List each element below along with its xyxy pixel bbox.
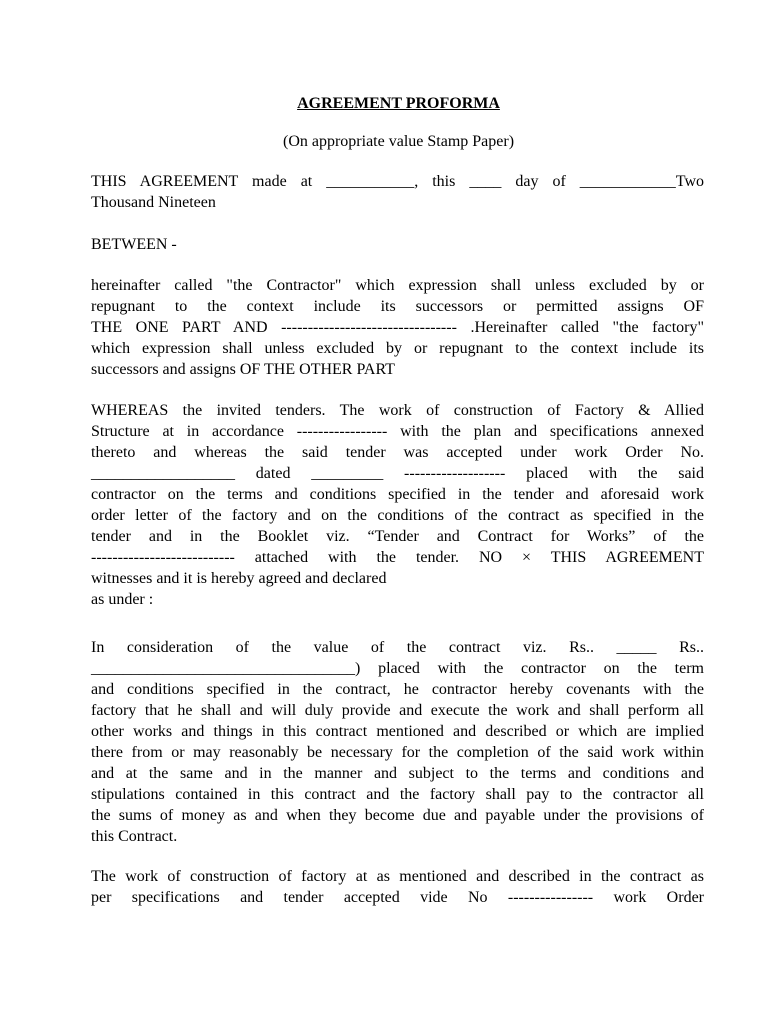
paragraph-line: there from or may reasonably be necessary for the completion of the said work within: [91, 744, 704, 761]
paragraph-line: which expression shall unless excluded by or repugnant to the context include its: [91, 340, 704, 357]
paragraph-line: THE ONE PART AND --------------------------------- .Hereinafter called "the factory": [91, 319, 704, 336]
paragraph-line: THIS AGREEMENT made at ___________, this ____ day of ____________Two: [91, 173, 704, 190]
paragraph-line: _________________________________) placed with the contractor on the term: [91, 660, 704, 677]
paragraph-line: other works and things in this contract mentioned and described or which are implied: [91, 723, 704, 740]
document-subtitle: (On appropriate value Stamp Paper): [282, 133, 515, 150]
paragraph-line: and at the same and in the manner and subject to the terms and conditions and: [91, 765, 704, 782]
paragraph-line: tender and in the Booklet viz. “Tender and Contract for Works” of the: [91, 528, 704, 545]
paragraph-line: BETWEEN -: [91, 236, 177, 253]
paragraph-line: Structure at in accordance ----------------- with the plan and specifications annexed: [91, 423, 704, 440]
paragraph-line: contractor on the terms and conditions specified in the tender and aforesaid work: [91, 486, 704, 503]
paragraph-line: --------------------------- attached with the tender. NO × THIS AGREEMENT: [91, 549, 704, 566]
paragraph-line: order letter of the factory and on the conditions of the contract as specified in the: [91, 507, 704, 524]
paragraph-line: the sums of money as and when they become due and payable under the provisions of: [91, 807, 704, 824]
paragraph-line: In consideration of the value of the contract viz. Rs.. _____ Rs..: [91, 639, 704, 656]
paragraph-line: as under :: [91, 591, 154, 608]
paragraph-line: stipulations contained in this contract and the factory shall pay to the contractor all: [91, 786, 704, 803]
paragraph-line: successors and assigns OF THE OTHER PART: [91, 361, 395, 378]
document-title: AGREEMENT PROFORMA: [297, 95, 500, 112]
paragraph-line: The work of construction of factory at as mentioned and described in the contract as: [91, 868, 704, 885]
paragraph-line: and conditions specified in the contract, he contractor hereby covenants with the: [91, 681, 704, 698]
paragraph-line: factory that he shall and will duly provide and execute the work and shall perform all: [91, 702, 704, 719]
paragraph-line: per specifications and tender accepted vide No ---------------- work Order: [91, 889, 704, 906]
paragraph-line: thereto and whereas the said tender was accepted under work Order No.: [91, 444, 704, 461]
paragraph-line: WHEREAS the invited tenders. The work of construction of Factory & Allied: [91, 402, 704, 419]
paragraph-line: this Contract.: [91, 828, 178, 845]
paragraph-line: repugnant to the context include its successors or permitted assigns OF: [91, 298, 704, 315]
paragraph-line: __________________ dated _________ ------------------- placed with the said: [91, 465, 704, 482]
paragraph-line: Thousand Nineteen: [91, 194, 216, 211]
paragraph-line: hereinafter called "the Contractor" which expression shall unless excluded by or: [91, 277, 704, 294]
paragraph-line: witnesses and it is hereby agreed and declared: [91, 570, 387, 587]
